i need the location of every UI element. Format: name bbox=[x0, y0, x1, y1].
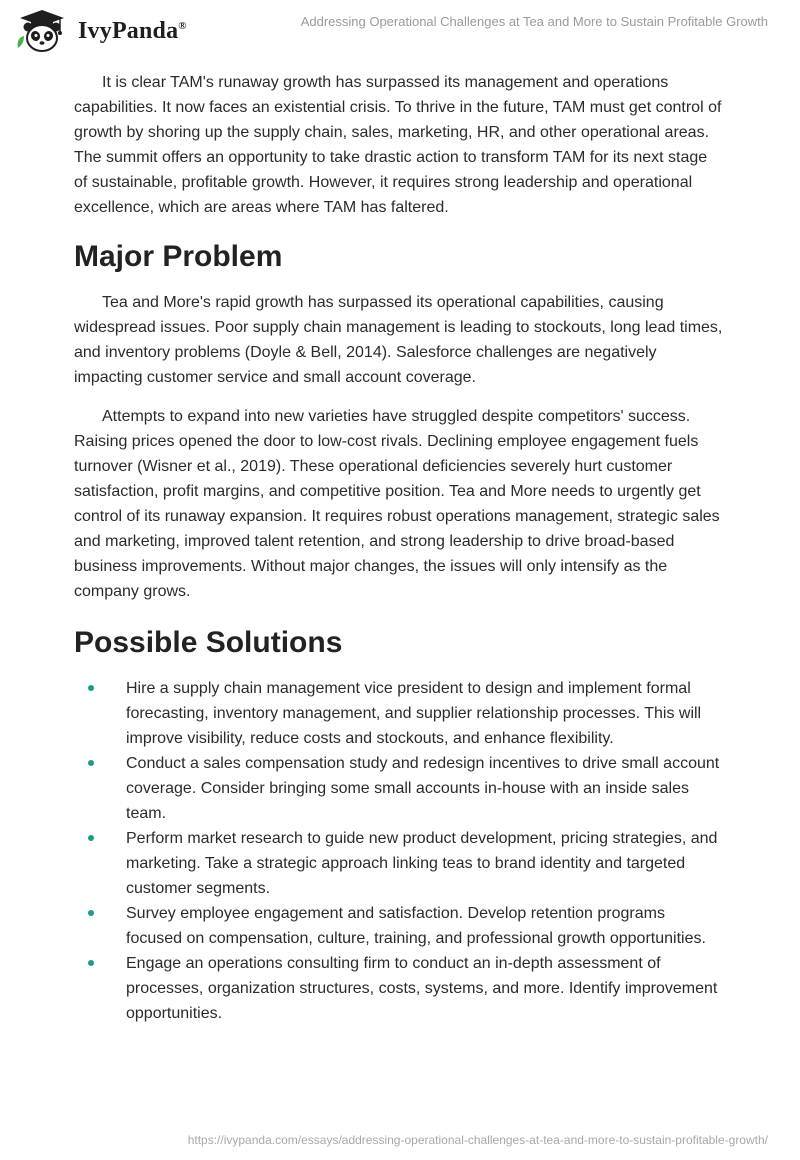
solution-item-5 bbox=[74, 951, 724, 1026]
document-title: Addressing Operational Challenges at Tea and More to Sustain Profitable Growth bbox=[300, 14, 768, 29]
major-problem-paragraph-1: Tea and More's rapid growth has surpassed its operational capabilities, causing widespread issues. Poor supply chain management is leading to stockouts, long lead times, and inventory problems (Doyle & Bell, 2014). Salesforce challenges are negatively impacting customer service and small account coverage. bbox=[74, 294, 723, 386]
solution-text: Conduct a sales compensation study and redesign incentives to drive small account coverage. Consider bringing some small accounts in-house with an inside sales team. bbox=[126, 755, 720, 822]
essay-content bbox=[74, 70, 724, 1026]
bullet-icon bbox=[88, 910, 94, 916]
solution-item-3 bbox=[74, 826, 724, 901]
bullet-icon bbox=[88, 835, 94, 841]
solution-text: Engage an operations consulting firm to conduct an in-depth assessment of processes, organization structures, costs, systems, and more. Identify improvement opportunities. bbox=[126, 955, 718, 1022]
solution-item-1 bbox=[74, 676, 724, 751]
intro-paragraph: It is clear TAM's runaway growth has surpassed its management and operations capabilities. It now faces an existential crisis. To thrive in the future, TAM must get control of growth by shoring up the supply chain, sales, marketing, HR, and other operational areas. The summit offers an opportunity to take drastic action to transform TAM for its next stage of sustainable, profitable growth. However, it requires strong leadership and operational excellence, which are areas where TAM has faltered. bbox=[74, 74, 722, 216]
registered-mark: ® bbox=[178, 19, 187, 32]
solution-text: Perform market research to guide new product development, pricing strategies, and marketing. Take a strategic approach linking teas to brand identity and targeted customer segments. bbox=[126, 830, 718, 897]
major-problem-paragraph-2: Attempts to expand into new varieties have struggled despite competitors' success. Raising prices opened the door to low-cost rivals. Declining employee engagement fuels turnover (Wisner et al., 2019). These operational deficiencies severely hurt customer satisfaction, profit margins, and competitive position. Tea and More needs to urgently get control of its runaway expansion. It requires robust operations management, strategic sales and marketing, improved talent retention, and strong leadership to drive broad-based business improvements. Without major changes, the issues will only intensify as the company grows. bbox=[74, 408, 720, 600]
solution-text: Survey employee engagement and satisfaction. Develop retention programs focused on compensation, culture, training, and professional growth opportunities. bbox=[126, 905, 706, 947]
solutions-list bbox=[74, 676, 724, 1026]
major-problem-heading: Major Problem bbox=[74, 240, 283, 273]
panda-graduate-icon bbox=[14, 8, 72, 54]
bullet-icon bbox=[88, 685, 94, 691]
solution-text: Hire a supply chain management vice president to design and implement formal forecasting, inventory management, and supplier relationship processes. This will improve visibility, reduce costs and stockouts, and enhance flexibility. bbox=[126, 680, 702, 747]
solution-item-2 bbox=[74, 751, 724, 826]
solution-item-4 bbox=[74, 901, 724, 951]
source-url[interactable]: https://ivypanda.com/essays/addressing-operational-challenges-at-tea-and-more-to-sustain-profitable-growth/ bbox=[187, 1133, 768, 1147]
bullet-icon bbox=[88, 960, 94, 966]
ivypanda-logo[interactable] bbox=[14, 8, 187, 54]
logo-wordmark: IvyPanda® bbox=[78, 17, 187, 44]
page-header bbox=[0, 0, 800, 60]
bullet-icon bbox=[88, 760, 94, 766]
possible-solutions-heading: Possible Solutions bbox=[74, 626, 343, 659]
